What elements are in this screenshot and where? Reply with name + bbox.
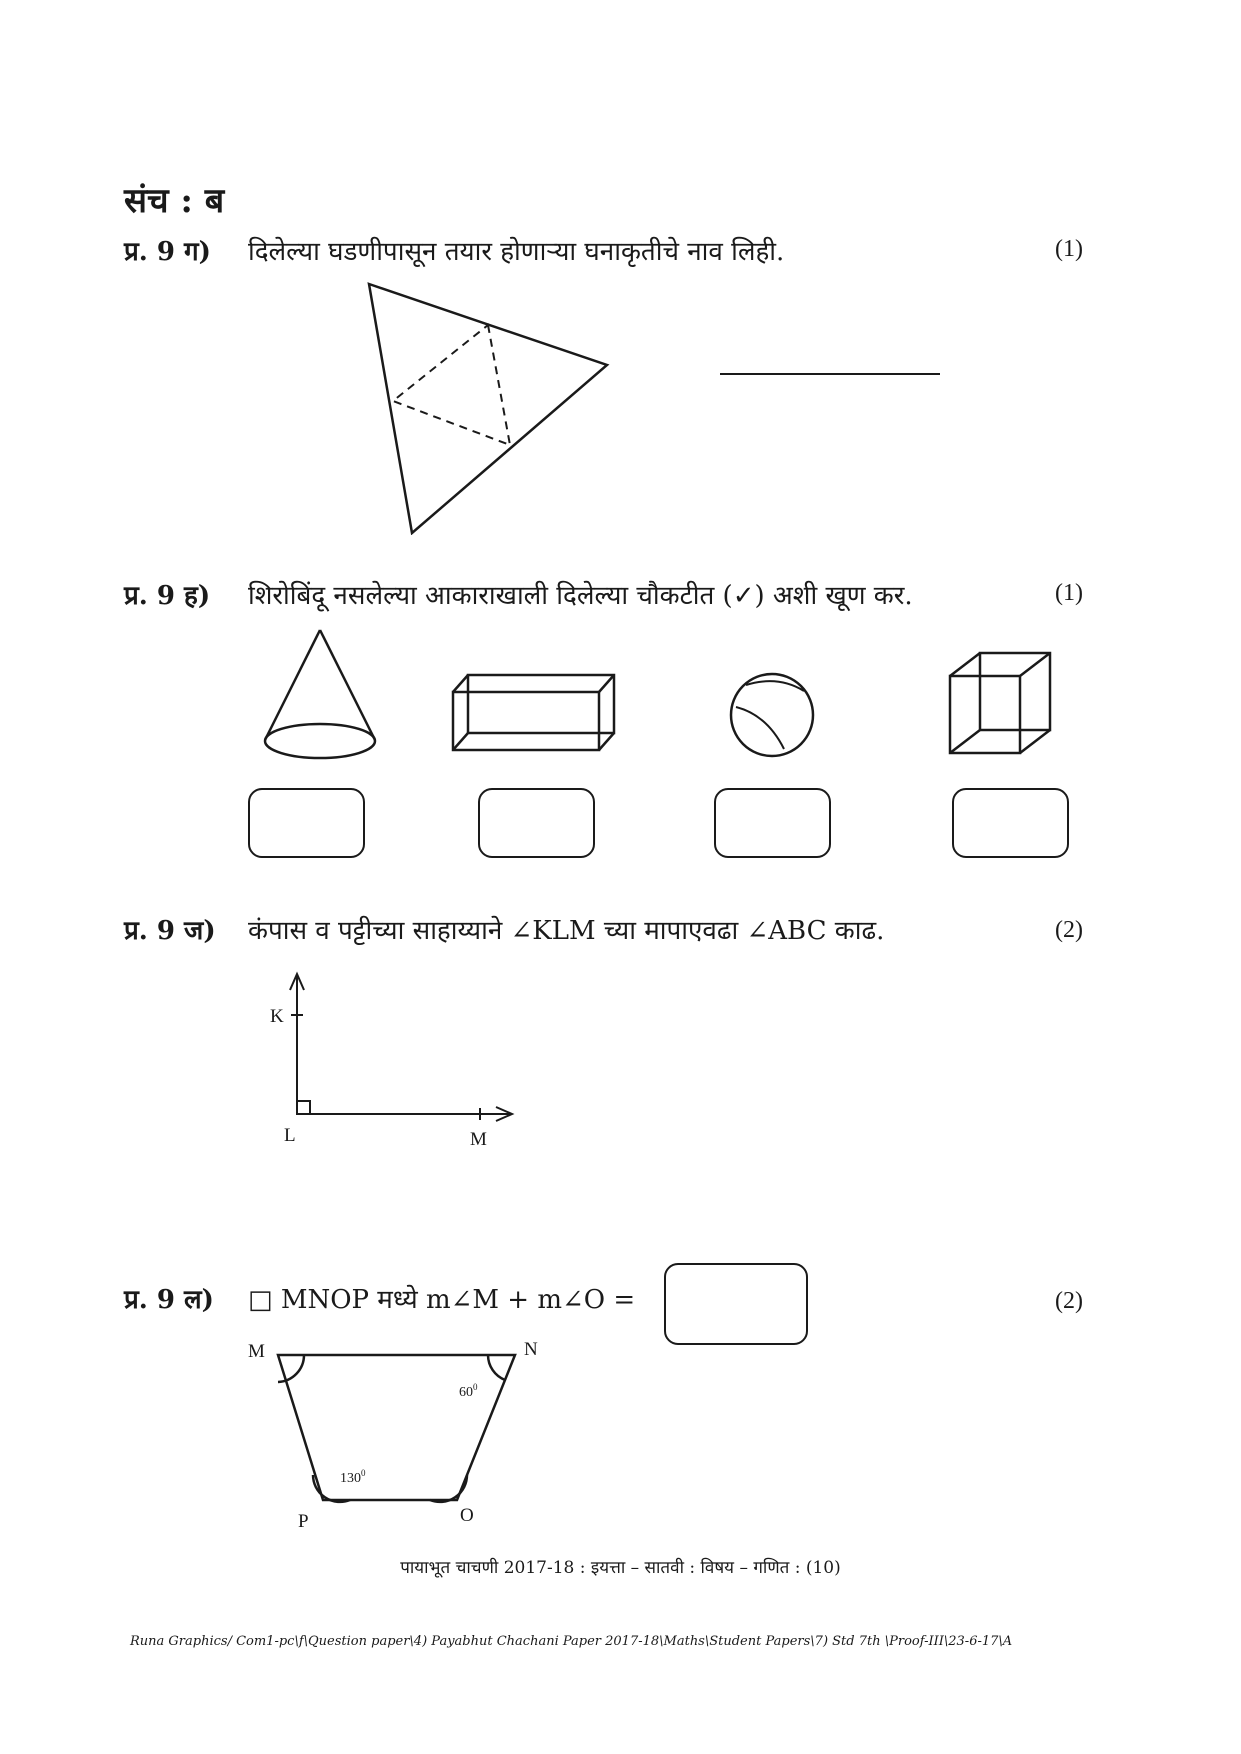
question-9h-text: शिरोबिंदू नसलेल्या आकाराखाली दिलेल्या चौकटीत (✓) अशी खूण कर. [248, 581, 913, 611]
question-9j-label: प्र. 9 ज) [124, 916, 216, 946]
angle-klm-figure [262, 968, 532, 1148]
checkbox-cube[interactable] [952, 788, 1069, 858]
question-9j-marks: (2) [1055, 917, 1083, 943]
sphere-icon [722, 665, 822, 765]
set-title: संच : ब [124, 181, 225, 221]
question-9l-label: प्र. 9 ल) [124, 1285, 214, 1315]
label-k: K [270, 1006, 284, 1027]
question-9g-text: दिलेल्या घडणीपासून तयार होणाऱ्या घनाकृतीचे नाव लिही. [248, 237, 785, 267]
question-9h-label: प्र. 9 ह) [124, 581, 211, 611]
page-footer: पायाभूत चाचणी 2017-18 : इयत्ता – सातवी : विषय – गणित : (10) [400, 1558, 841, 1578]
cone-icon [255, 625, 385, 760]
triangle-net-figure [360, 275, 620, 535]
cube-icon [945, 648, 1065, 758]
question-9l-text: □ MNOP मध्ये m∠M + m∠O = [248, 1285, 636, 1315]
angle-p-value: $130^0$ [340, 1468, 366, 1486]
checkbox-sphere[interactable] [714, 788, 831, 858]
vertex-m: M [248, 1341, 265, 1362]
trapezium-mnop-figure [240, 1335, 550, 1535]
label-l: L [284, 1125, 296, 1146]
question-9g-marks: (1) [1055, 236, 1083, 262]
answer-line[interactable] [720, 373, 940, 375]
question-9l-marks: (2) [1055, 1288, 1083, 1314]
question-9g-label: प्र. 9 ग) [124, 237, 211, 267]
cuboid-icon [448, 665, 623, 755]
checkbox-cuboid[interactable] [478, 788, 595, 858]
print-credit: Runa Graphics/ Com1-pc\f\Question paper\4) Payabhut Chachani Paper 2017-18\Maths\Student Papers\7) Std 7th \Proof-III\23-6-17\A [130, 1634, 1013, 1649]
angle-n-value: $60^0$ [459, 1382, 478, 1400]
vertex-n: N [524, 1339, 538, 1360]
checkbox-cone[interactable] [248, 788, 365, 858]
answer-box[interactable] [664, 1263, 808, 1345]
vertex-o: O [460, 1505, 474, 1526]
label-m: M [470, 1129, 487, 1148]
vertex-p: P [298, 1511, 309, 1532]
question-9j-text: कंपास व पट्टीच्या साहाय्याने ∠KLM च्या मापाएवढा ∠ABC काढ. [248, 916, 885, 946]
question-9h-marks: (1) [1055, 580, 1083, 606]
